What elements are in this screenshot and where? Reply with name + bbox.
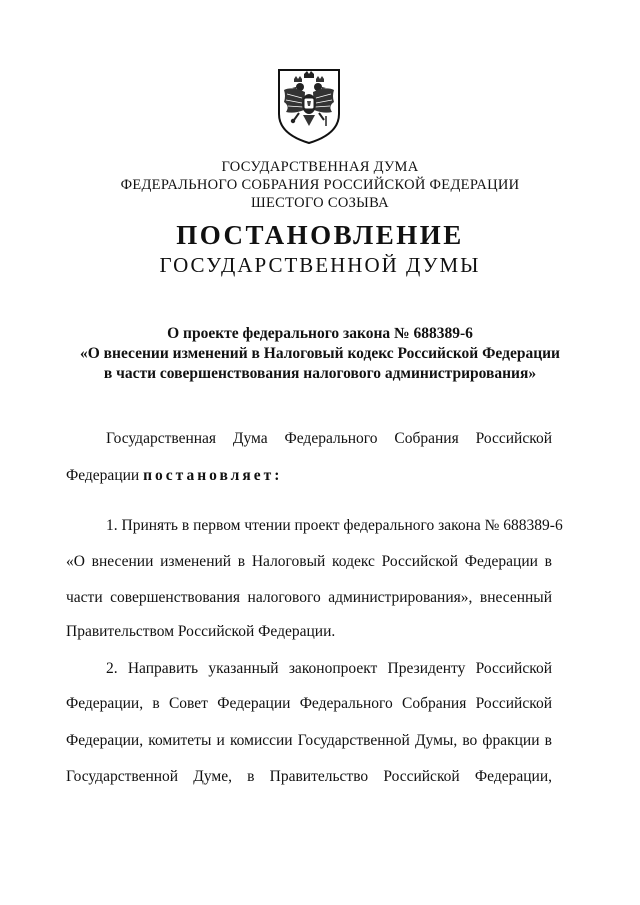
preamble-line-2-start: Федерации — [66, 467, 144, 484]
header-line-1: ГОСУДАРСТВЕННАЯ ДУМА — [221, 159, 419, 175]
document-issuer: ГОСУДАРСТВЕННОЙ ДУМЫ — [159, 253, 481, 277]
decree-keyword: постановляет: — [143, 467, 283, 484]
issuing-body-header — [0, 158, 640, 212]
item-2-line-3: Федерации, комитеты и комиссии Государственной Думы, во фракции в — [66, 732, 552, 749]
document-subject — [0, 324, 640, 384]
subject-line-3: в части совершенствования налогового администрирования» — [103, 365, 537, 382]
item-1-line-4: Правительством Российской Федерации. — [66, 623, 336, 640]
item-1-line-1: 1. Принять в первом чтении проект федерального закона № 688389-6 — [106, 517, 563, 534]
preamble-line-2 — [66, 466, 552, 486]
item-1-line-3: части совершенствования налогового администрирования», внесенный — [66, 589, 552, 606]
subject-line-2: «О внесении изменений в Налоговый кодекс Российской Федерации — [80, 345, 560, 362]
item-2-line-2: Федерации, в Совет Федерации Федерального Собрания Российской — [66, 695, 552, 712]
subject-line-1: О проекте федерального закона № 688389-6 — [167, 325, 473, 342]
header-line-2: ФЕДЕРАЛЬНОГО СОБРАНИЯ РОССИЙСКОЙ ФЕДЕРАЦИИ — [120, 177, 520, 193]
coat-of-arms-emblem-icon — [274, 66, 344, 146]
item-2-line-4: Государственной Думе, в Правительство Российской Федерации, — [66, 768, 552, 785]
item-2-line-1: 2. Направить указанный законопроект Президенту Российской — [106, 660, 552, 677]
preamble-line-1: Государственная Дума Федерального Собрания Российской — [106, 430, 552, 447]
document-type-title: ПОСТАНОВЛЕНИЕ — [176, 220, 464, 250]
item-1-line-2: «О внесении изменений в Налоговый кодекс Российской Федерации в — [66, 553, 552, 570]
header-line-3: ШЕСТОГО СОЗЫВА — [251, 195, 389, 211]
